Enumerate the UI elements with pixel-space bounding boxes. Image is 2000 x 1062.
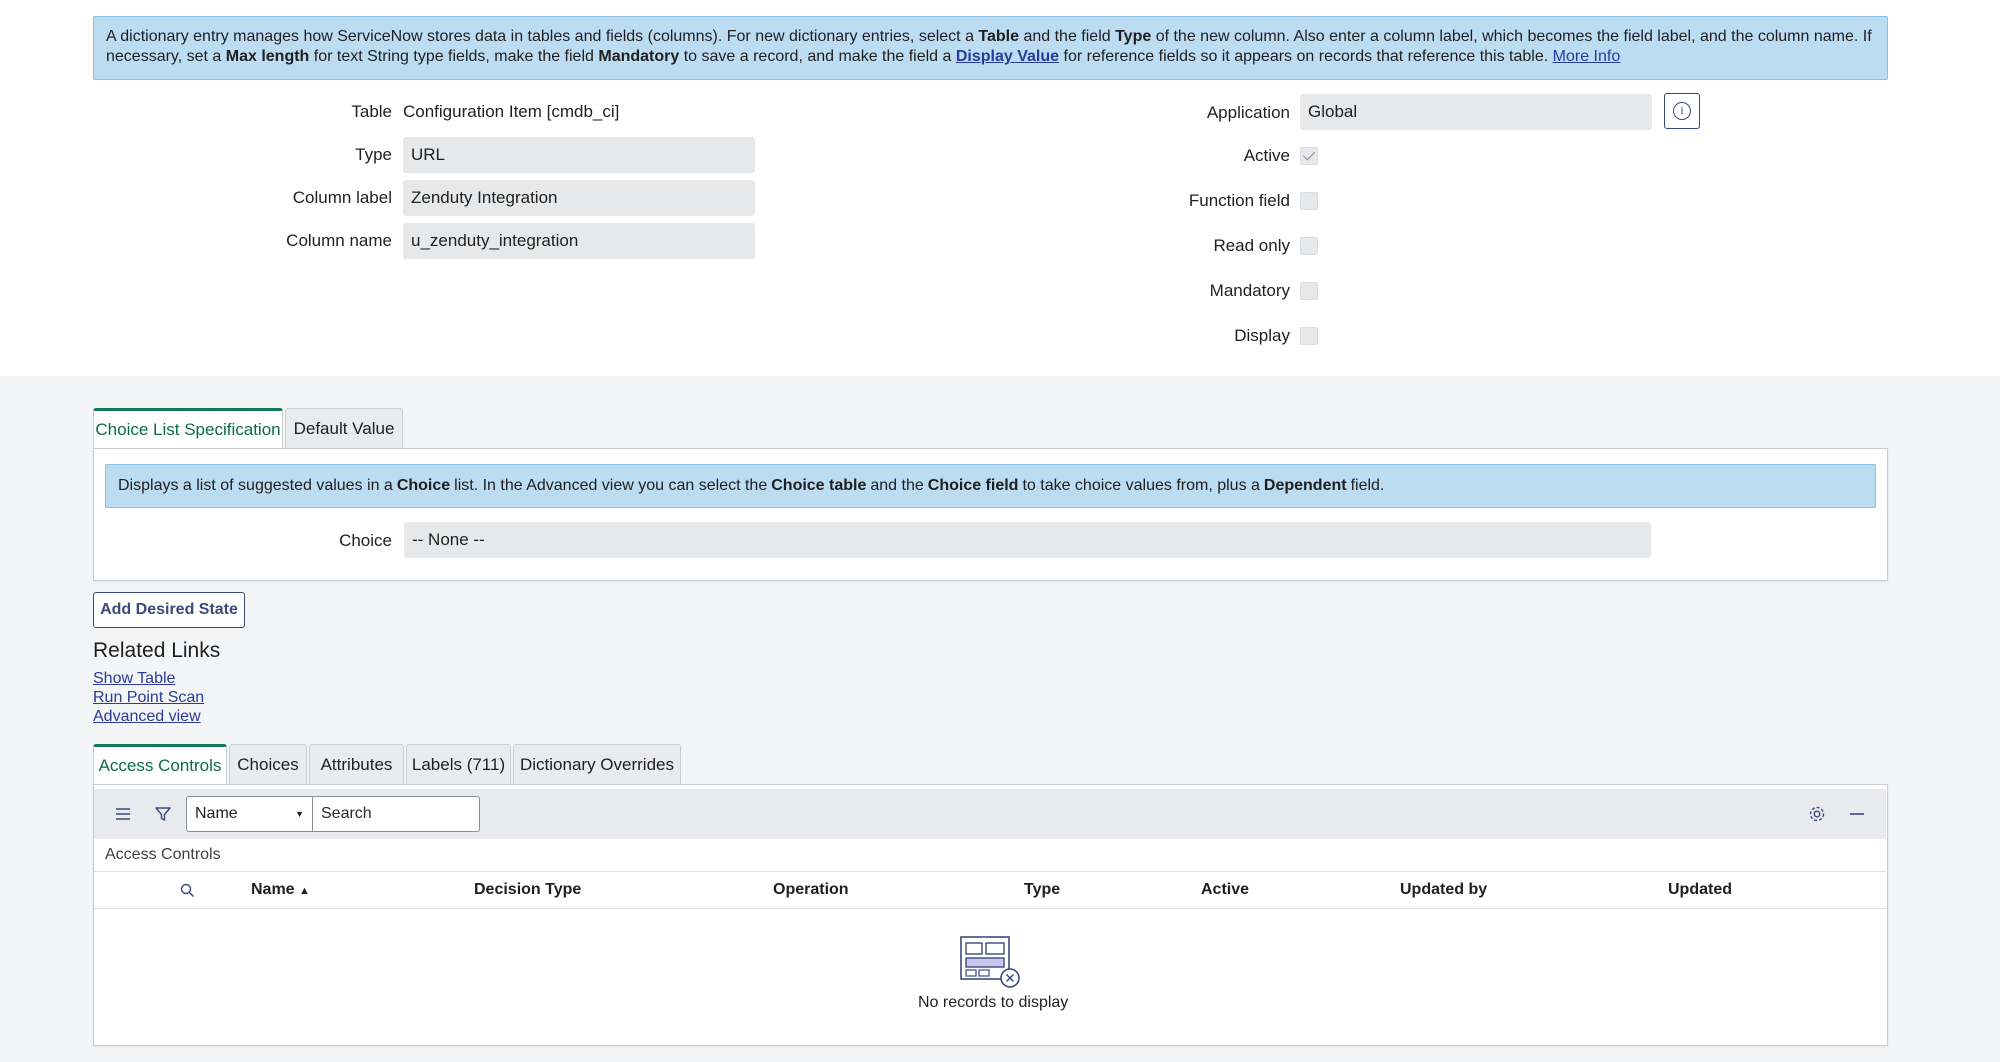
tab-access-controls[interactable]: Access Controls — [93, 744, 227, 785]
banner-text: A dictionary entry manages how ServiceNow stores data in tables and fields (columns). For new dictionary entries, select a — [106, 28, 979, 45]
column-header-operation[interactable]: Operation — [773, 881, 849, 898]
info-banner — [93, 16, 1888, 80]
banner-text: for reference fields so it appears on records that reference this table. — [1059, 48, 1553, 65]
choice-info-banner — [105, 464, 1876, 508]
run-point-scan-link[interactable]: Run Point Scan — [93, 689, 205, 706]
type-field[interactable] — [403, 137, 755, 173]
mandatory-label: Mandatory — [1209, 281, 1290, 300]
application-field[interactable] — [1300, 94, 1652, 130]
column-label-field[interactable] — [403, 180, 755, 216]
column-header-type[interactable]: Type — [1024, 881, 1061, 898]
column-header-name[interactable] — [251, 881, 310, 899]
tab-dictionary-overrides[interactable]: Dictionary Overrides — [513, 744, 681, 785]
type-label: Type — [355, 145, 392, 164]
tab-default-value[interactable]: Default Value — [285, 408, 403, 449]
read-only-checkbox[interactable] — [1300, 237, 1318, 255]
empty-table-icon — [960, 936, 1022, 990]
info-icon: i — [1673, 102, 1691, 120]
active-label: Active — [1243, 146, 1290, 165]
banner-bold-dependent: Dependent — [1263, 477, 1347, 494]
function-field-label: Function field — [1188, 191, 1290, 210]
choice-select[interactable] — [404, 522, 1651, 558]
info-button[interactable] — [1664, 93, 1700, 129]
filter-icon[interactable] — [152, 803, 174, 825]
banner-text: list. In the Advanced view you can select the — [454, 477, 768, 494]
display-value-link[interactable]: Display Value — [955, 48, 1060, 65]
banner-text: of the new column. Also enter a column label, which becomes the field label, and the column name. If necessary, set a — [106, 28, 1872, 65]
hamburger-menu-icon[interactable] — [112, 803, 134, 825]
choice-value: -- None -- — [412, 530, 485, 549]
column-header-decision-type[interactable]: Decision Type — [474, 881, 582, 898]
banner-text: to save a record, and make the field a — [679, 48, 956, 65]
application-value: Global — [1308, 102, 1358, 121]
search-field-select[interactable] — [186, 796, 313, 832]
banner-text: for text String type fields, make the field — [309, 48, 599, 65]
empty-state-text: No records to display — [918, 994, 1069, 1011]
caret-down-icon: ▼ — [295, 809, 304, 819]
minimize-icon[interactable] — [1846, 803, 1868, 825]
column-name-value: u_zenduty_integration — [411, 231, 579, 250]
banner-text: field. — [1350, 477, 1385, 494]
choice-label: Choice — [339, 531, 392, 550]
column-search-icon[interactable] — [176, 879, 198, 901]
column-header-row — [94, 871, 1886, 909]
active-checkbox[interactable] — [1300, 147, 1318, 165]
tab-choice-list-specification[interactable]: Choice List Specification — [93, 408, 283, 449]
select-value: Name — [195, 805, 238, 822]
banner-text: and the field — [1019, 28, 1116, 45]
banner-bold-max-length: Max length — [225, 48, 310, 65]
column-name-text: Name — [251, 881, 295, 898]
more-info-link[interactable]: More Info — [1552, 48, 1621, 65]
banner-bold-choice: Choice — [396, 477, 451, 494]
function-field-checkbox[interactable] — [1300, 192, 1318, 210]
tab-attributes[interactable]: Attributes — [309, 744, 404, 785]
application-label: Application — [1206, 103, 1290, 122]
column-header-active[interactable]: Active — [1201, 881, 1250, 898]
banner-bold-choice-field: Choice field — [927, 477, 1019, 494]
table-value: Configuration Item [cmdb_ci] — [403, 102, 620, 121]
column-header-updated-by[interactable]: Updated by — [1400, 881, 1488, 898]
gear-icon[interactable] — [1806, 803, 1828, 825]
related-links-title: Related Links — [93, 639, 221, 662]
banner-text: to take choice values from, plus a — [1022, 477, 1260, 494]
column-header-updated[interactable]: Updated — [1668, 881, 1732, 898]
banner-bold-type: Type — [1115, 28, 1152, 45]
column-label-value: Zenduty Integration — [411, 188, 558, 207]
banner-text: Displays a list of suggested values in a — [118, 477, 393, 494]
display-checkbox[interactable] — [1300, 327, 1318, 345]
tab-labels[interactable]: Labels (711) — [406, 744, 511, 785]
search-input[interactable] — [312, 796, 480, 832]
advanced-view-link[interactable]: Advanced view — [93, 708, 201, 725]
search-placeholder: Search — [321, 805, 372, 822]
display-label: Display — [1234, 326, 1290, 345]
banner-bold-choice-table: Choice table — [771, 477, 867, 494]
show-table-link[interactable]: Show Table — [93, 670, 176, 687]
add-desired-state-button[interactable]: Add Desired State — [93, 592, 245, 628]
type-value: URL — [411, 145, 446, 164]
banner-bold-table: Table — [978, 28, 1020, 45]
read-only-label: Read only — [1213, 236, 1290, 255]
column-name-label: Column name — [286, 231, 392, 250]
column-name-field[interactable] — [403, 223, 755, 259]
tab-choices[interactable]: Choices — [229, 744, 307, 785]
mandatory-checkbox[interactable] — [1300, 282, 1318, 300]
table-label: Table — [351, 102, 392, 121]
banner-bold-mandatory: Mandatory — [598, 48, 680, 65]
sort-ascending-icon: ▲ — [299, 885, 310, 897]
column-label-label: Column label — [292, 188, 392, 207]
banner-text: and the — [870, 477, 924, 494]
list-title: Access Controls — [105, 846, 221, 863]
